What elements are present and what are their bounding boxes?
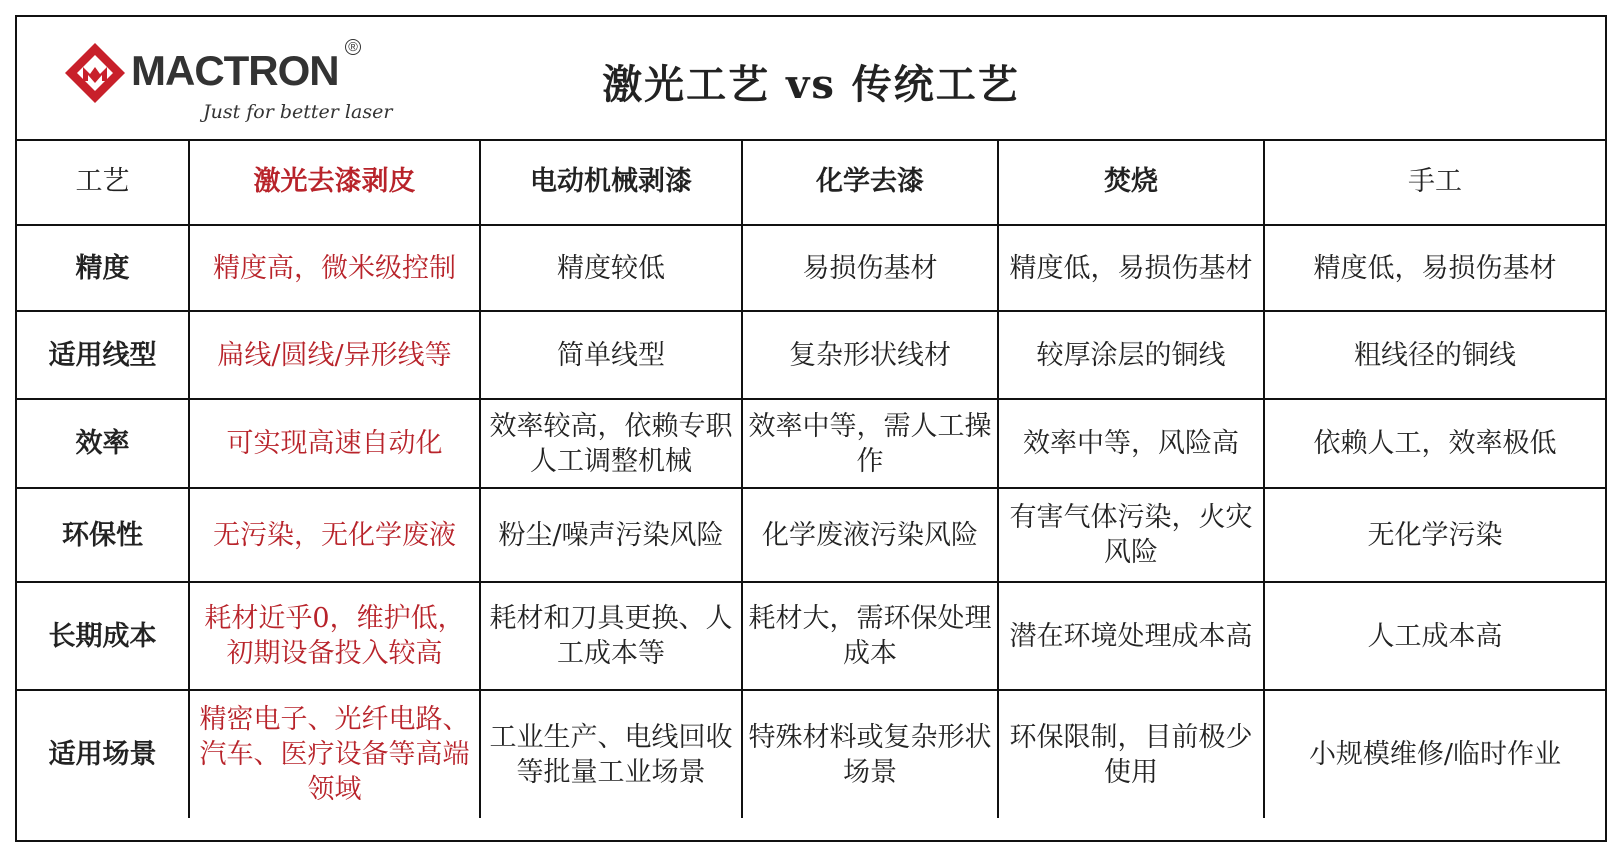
header-cell: 电动机械剥漆 [480,139,742,225]
header-cell: 化学去漆 [742,139,998,225]
table-cell: 复杂形状线材 [742,311,998,399]
table-row [17,582,1605,690]
laser-cell: 精度高，微米级控制 [189,225,480,311]
table-row [17,488,1605,582]
row-label: 效率 [17,399,189,488]
header-cell: 工艺 [17,139,189,225]
table-cell: 精度较低 [480,225,742,311]
table-cell: 较厚涂层的铜线 [998,311,1264,399]
registered-mark: ® [345,39,361,55]
laser-cell: 精密电子、光纤电路、汽车、医疗设备等高端领域 [189,690,480,818]
laser-cell: 可实现高速自动化 [189,399,480,488]
header-cell: 手工 [1264,139,1605,225]
brand-name: MACTRON [131,47,339,94]
table-cell: 简单线型 [480,311,742,399]
table-cell: 环保限制，目前极少使用 [998,690,1264,818]
laser-cell: 无污染，无化学废液 [189,488,480,582]
table-cell: 特殊材料或复杂形状场景 [742,690,998,818]
table-cell: 耗材大，需环保处理成本 [742,582,998,690]
row-label: 长期成本 [17,582,189,690]
table-cell: 精度低，易损伤基材 [1264,225,1605,311]
table-cell: 耗材和刀具更换、人工成本等 [480,582,742,690]
row-label: 精度 [17,225,189,311]
table-cell: 化学废液污染风险 [742,488,998,582]
table-cell: 粗线径的铜线 [1264,311,1605,399]
table-cell: 工业生产、电线回收等批量工业场景 [480,690,742,818]
table-row [17,399,1605,488]
table-row [17,225,1605,311]
table-row [17,311,1605,399]
table-cell: 效率中等，风险高 [998,399,1264,488]
table-cell: 无化学污染 [1264,488,1605,582]
table-cell: 有害气体污染，火灾风险 [998,488,1264,582]
row-label: 适用线型 [17,311,189,399]
table-cell: 粉尘/噪声污染风险 [480,488,742,582]
table-cell: 精度低，易损伤基材 [998,225,1264,311]
header-cell: 焚烧 [998,139,1264,225]
laser-cell: 耗材近乎0，维护低，初期设备投入较高 [189,582,480,690]
brand-slogan: Just for better laser [203,101,393,123]
comparison-sheet [15,15,1607,842]
page-title: 激光工艺 vs 传统工艺 [602,61,1020,108]
table-cell: 小规模维修/临时作业 [1264,690,1605,818]
header-row [17,139,1605,225]
comparison-table [17,139,1605,818]
laser-cell: 扁线/圆线/异形线等 [189,311,480,399]
table-cell: 易损伤基材 [742,225,998,311]
row-label: 适用场景 [17,690,189,818]
table-cell: 效率较高，依赖专职人工调整机械 [480,399,742,488]
table-cell: 效率中等，需人工操作 [742,399,998,488]
table-cell: 潜在环境处理成本高 [998,582,1264,690]
row-label: 环保性 [17,488,189,582]
header-cell-laser: 激光去漆剥皮 [189,139,480,225]
header [17,17,1605,141]
table-cell: 依赖人工，效率极低 [1264,399,1605,488]
table-cell: 人工成本高 [1264,582,1605,690]
table-row [17,690,1605,818]
